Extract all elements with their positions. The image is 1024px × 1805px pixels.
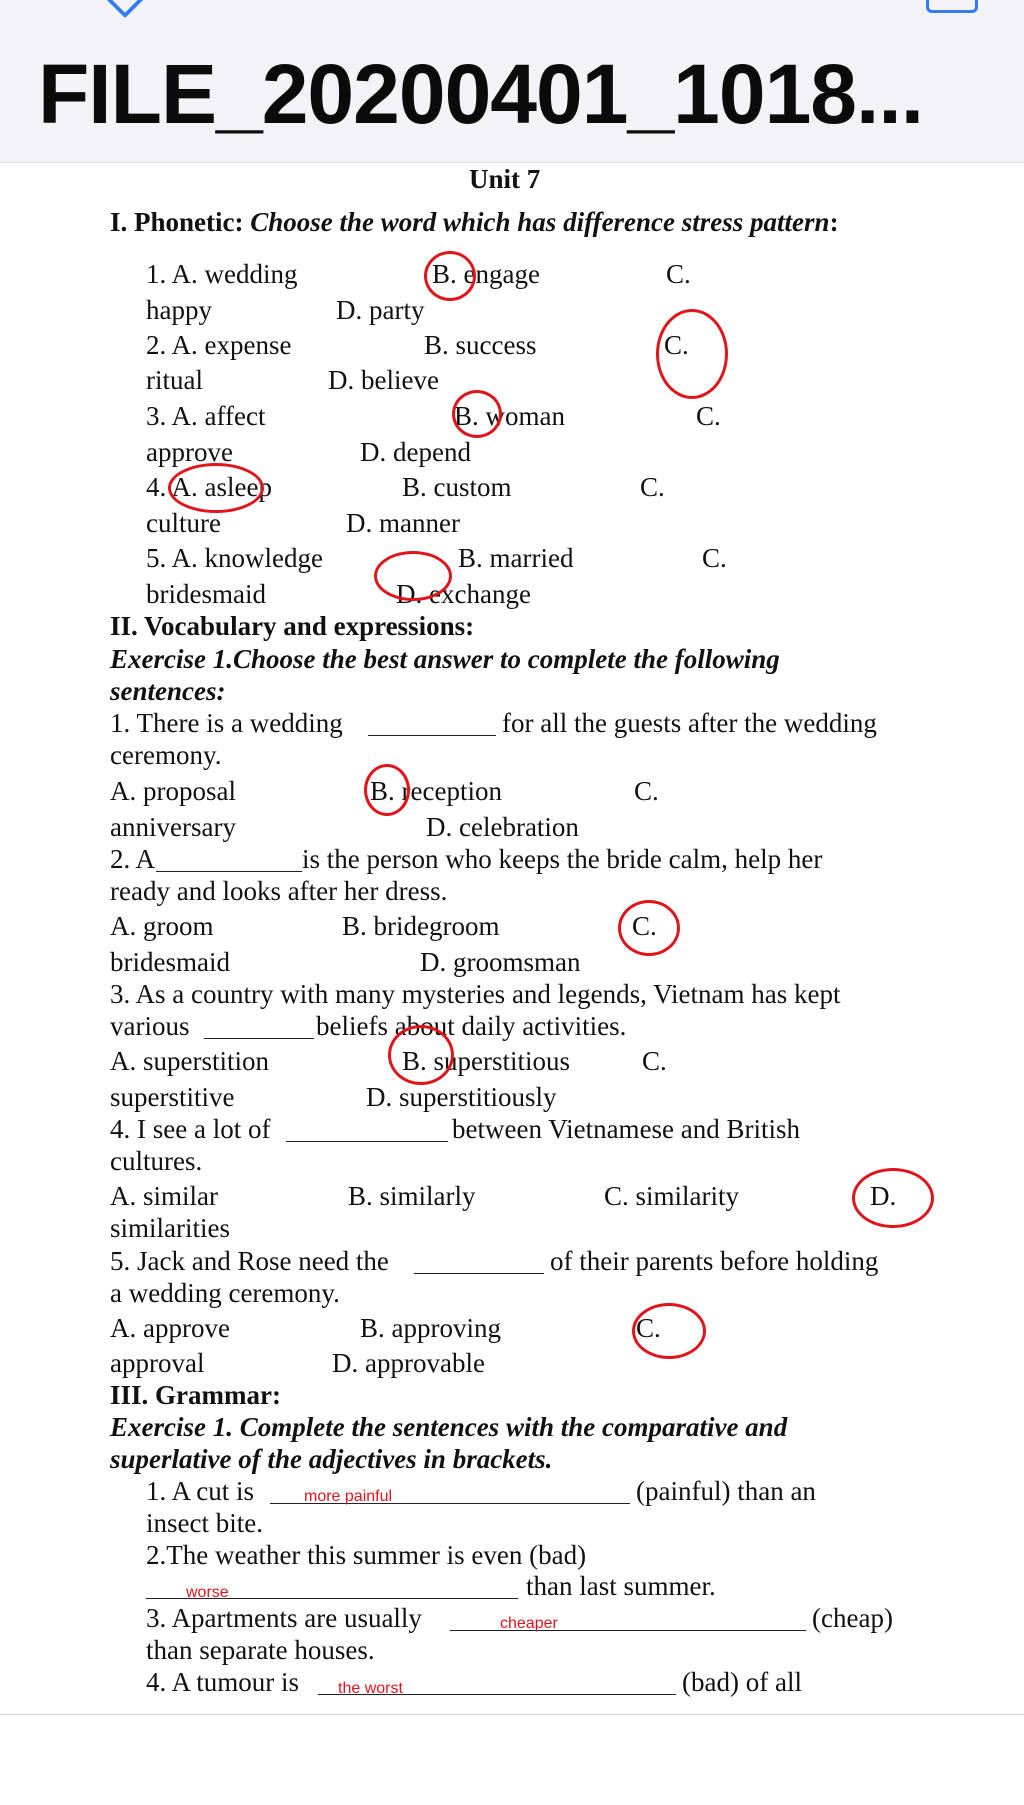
answer-circle-q5 (374, 551, 452, 601)
v1-option-c-word: anniversary (110, 812, 236, 842)
answer-circle-q4 (168, 463, 264, 513)
v2-stem-end: is the person who keeps the bride calm, help her (302, 844, 823, 874)
grammar-heading: III. Grammar: (110, 1380, 281, 1410)
g1-stem-start: 1. A cut is (146, 1476, 255, 1506)
unit-title: Unit 7 (469, 164, 541, 194)
g2-stem-line1: 2.The weather this summer is even (bad) (146, 1540, 587, 1570)
v1-option-a: A. proposal (110, 776, 236, 806)
document-page (0, 163, 1024, 1715)
q2-option-c: C. (664, 330, 689, 360)
v3-stem-line1: 3. As a country with many mysteries and legends, Vietnam has kept (110, 979, 841, 1009)
q3-option-c-word: approve (146, 437, 233, 467)
q4-option-b: B. custom (402, 472, 512, 502)
q4-option-d: D. manner (346, 508, 460, 538)
answer-circle-q3 (452, 390, 502, 438)
phonetic-heading: I. Phonetic: (110, 207, 244, 237)
v4-option-d: D. (870, 1181, 897, 1211)
v5-stem-end: of their parents before holding (550, 1246, 879, 1276)
v4-option-b: B. similarly (348, 1181, 476, 1211)
v2-option-d: D. groomsman (420, 947, 581, 977)
q1-option-c: C. (666, 259, 691, 289)
v4-stem-line2: cultures. (110, 1146, 203, 1176)
answer-circle-v4 (852, 1168, 934, 1228)
answer-circle-v3 (388, 1025, 454, 1085)
v2-option-c-word: bridesmaid (110, 947, 230, 977)
q1-option-d: D. party (336, 295, 425, 325)
q2-option-c-word: ritual (146, 365, 203, 395)
g1-stem-end: (painful) than an (636, 1476, 816, 1506)
g2-handwritten-answer: worse (186, 1584, 229, 1601)
v4-stem-start: 4. I see a lot of (110, 1114, 271, 1144)
v4-option-c: C. similarity (604, 1181, 739, 1211)
v1-stem-line2: ceremony. (110, 740, 222, 770)
v4-blank (286, 1141, 448, 1142)
v2-blank (156, 871, 302, 872)
q1-option-b: B. engage (432, 259, 540, 289)
v3-stem-end: beliefs about daily activities. (316, 1011, 627, 1041)
v4-option-d-word: similarities (110, 1213, 230, 1243)
q4-option-a: 4. A. asleep (146, 472, 272, 502)
v5-blank (414, 1273, 544, 1274)
v5-option-d: D. approvable (332, 1348, 485, 1378)
v5-option-b: B. approving (360, 1313, 501, 1343)
file-title: FILE_20200401_1018... (38, 47, 924, 141)
v3-option-c: C. (642, 1046, 667, 1076)
v1-stem-end: for all the guests after the wedding (502, 708, 877, 738)
g3-stem-start: 3. Apartments are usually (146, 1603, 422, 1633)
q1-option-c-word: happy (146, 295, 212, 325)
q5-option-c-word: bridesmaid (146, 579, 266, 609)
answer-circle-q2 (656, 309, 728, 399)
g4-stem-start: 4. A tumour is (146, 1667, 300, 1697)
document-header (0, 0, 1024, 163)
q3-option-b: B. woman (454, 401, 565, 431)
phonetic-colon: : (829, 207, 839, 237)
v1-option-d: D. celebration (426, 812, 579, 842)
v2-option-a: A. groom (110, 911, 214, 941)
q2-option-d: D. believe (328, 365, 439, 395)
v1-option-c: C. (634, 776, 659, 806)
answer-circle-q1 (424, 251, 476, 301)
g1-stem-line2: insect bite. (146, 1508, 263, 1538)
share-icon[interactable] (926, 0, 978, 13)
answer-circle-v5 (632, 1303, 706, 1359)
q4-option-c-word: culture (146, 508, 221, 538)
v3-stem-start: various (110, 1011, 190, 1041)
q5-option-d: D. exchange (396, 579, 531, 609)
v4-stem-end: between Vietnamese and British (452, 1114, 801, 1144)
v3-blank (204, 1038, 314, 1039)
page-bottom-divider (0, 1714, 1024, 1715)
v5-option-c-word: approval (110, 1348, 205, 1378)
q3-option-a: 3. A. affect (146, 401, 266, 431)
v5-option-a: A. approve (110, 1313, 230, 1343)
q5-option-a: 5. A. knowledge (146, 543, 323, 573)
q2-option-a: 2. A. expense (146, 330, 292, 360)
q4-option-c: C. (640, 472, 665, 502)
grammar-exercise-line2: superlative of the adjectives in brackets. (110, 1444, 553, 1474)
v5-option-c: C. (636, 1313, 661, 1343)
v1-stem-start: 1. There is a wedding (110, 708, 343, 738)
vocab-exercise-line1: Exercise 1.Choose the best answer to complete the following (110, 644, 780, 674)
q3-option-d: D. depend (360, 437, 471, 467)
g3-stem-line2: than separate houses. (146, 1635, 375, 1665)
v2-stem-line2: ready and looks after her dress. (110, 876, 448, 906)
v3-option-a: A. superstition (110, 1046, 269, 1076)
v2-option-b: B. bridegroom (342, 911, 500, 941)
vocab-heading: II. Vocabulary and expressions: (110, 611, 475, 641)
answer-circle-v1 (364, 764, 410, 816)
vocab-exercise-line2: sentences: (110, 676, 226, 706)
v1-option-b: B. reception (370, 776, 502, 806)
v3-option-d: D. superstitiously (366, 1082, 557, 1112)
g4-stem-end: (bad) of all (682, 1667, 802, 1697)
v4-option-a: A. similar (110, 1181, 218, 1211)
q1-option-a: 1. A. wedding (146, 259, 298, 289)
phonetic-heading-line (110, 209, 839, 236)
g3-stem-end: (cheap) (812, 1603, 893, 1633)
v2-option-c: C. (632, 911, 657, 941)
q5-option-b: B. married (458, 543, 574, 573)
g1-handwritten-answer: more painful (304, 1488, 393, 1505)
grammar-exercise-line1: Exercise 1. Complete the sentences with the comparative and (110, 1412, 788, 1442)
q2-option-b: B. success (424, 330, 537, 360)
v5-stem-line2: a wedding ceremony. (110, 1278, 340, 1308)
back-chevron-icon[interactable] (104, 0, 146, 18)
g3-handwritten-answer: cheaper (500, 1615, 558, 1632)
g2-stem-end: than last summer. (526, 1571, 716, 1601)
v1-blank (368, 735, 496, 736)
v3-option-b: B. superstitious (402, 1046, 571, 1076)
q5-option-c: C. (702, 543, 727, 573)
v3-option-c-word: superstitive (110, 1082, 235, 1112)
q3-option-c: C. (696, 401, 721, 431)
v2-stem-start: 2. A (110, 844, 156, 874)
v5-stem-start: 5. Jack and Rose need the (110, 1246, 389, 1276)
g4-handwritten-answer: the worst (338, 1680, 403, 1697)
phonetic-instruction: Choose the word which has difference stress pattern (250, 207, 830, 237)
answer-circle-v2 (618, 900, 680, 956)
